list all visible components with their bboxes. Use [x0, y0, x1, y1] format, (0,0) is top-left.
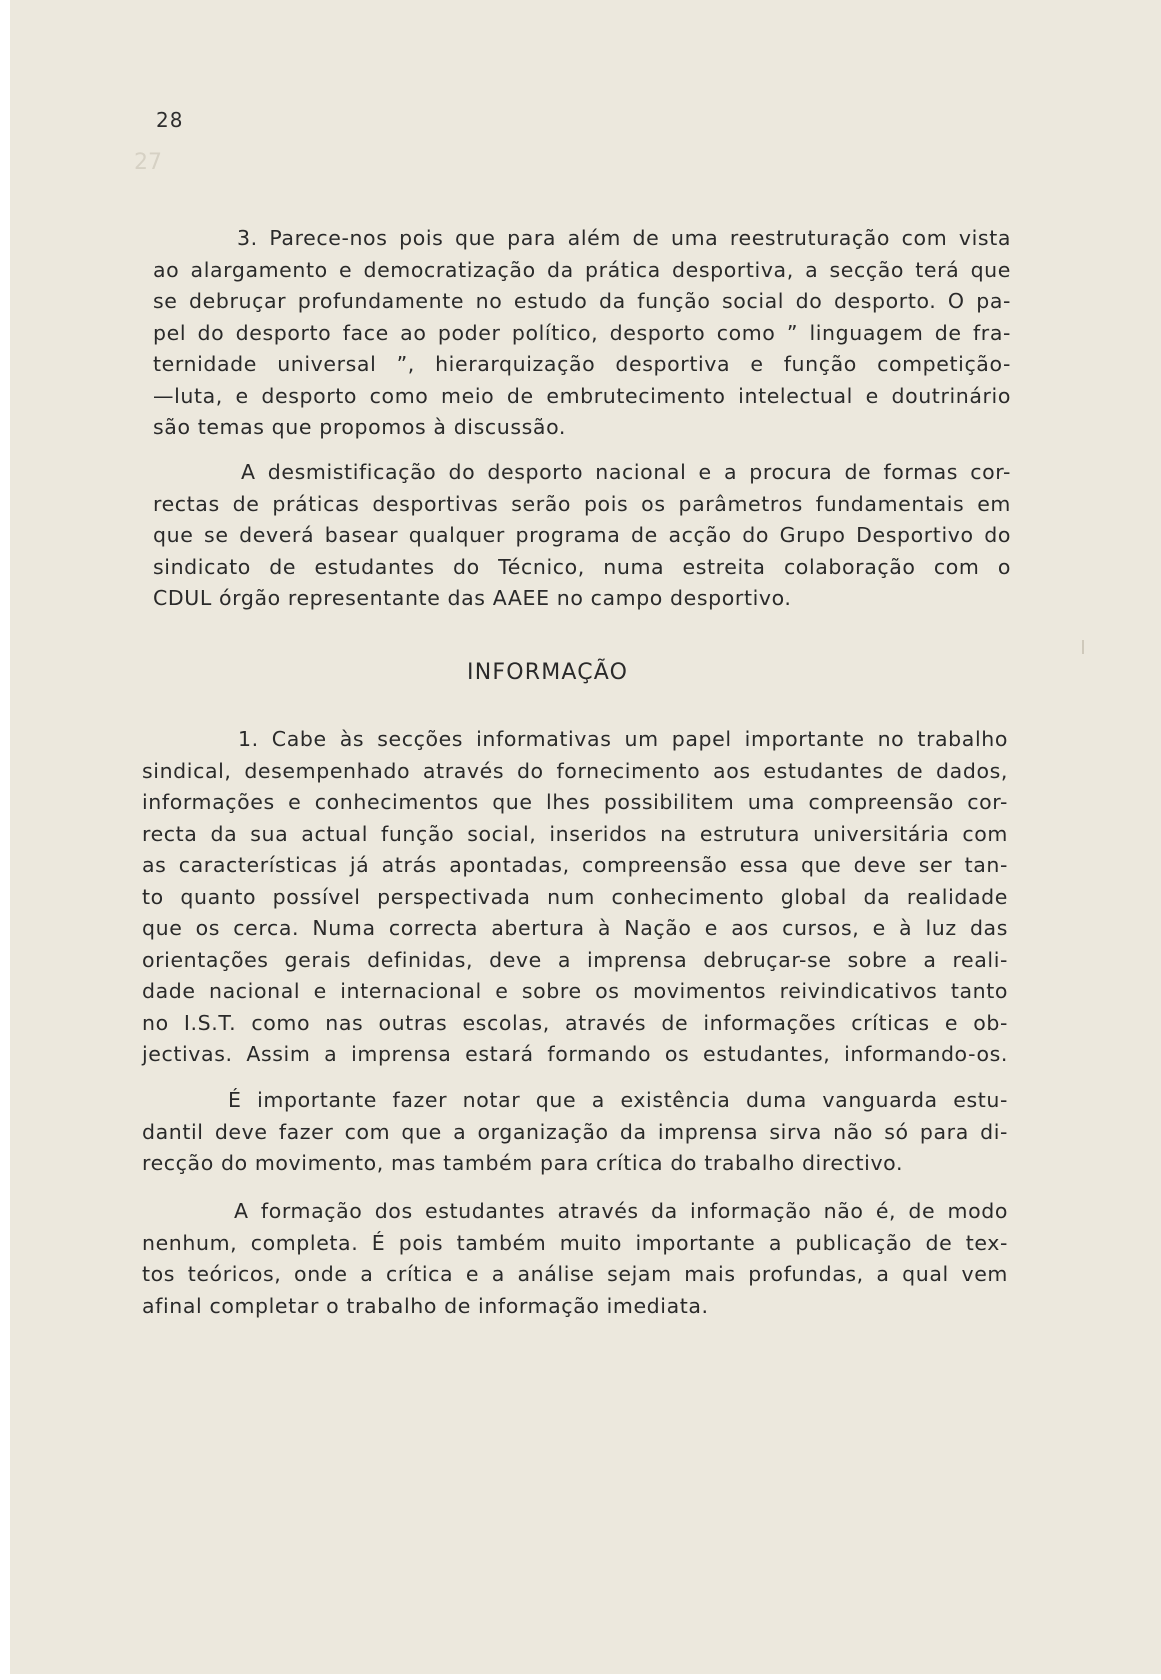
text-line: recta da sua actual função social, inseridos na estrutura universitária com: [142, 821, 1008, 846]
text-line: 3. Parece-nos pois que para além de uma reestruturação com vista: [237, 226, 1011, 250]
text-line: to quanto possível perspectivada num conhecimento global da realidade: [142, 884, 1008, 909]
text-line: informações e conhecimentos que lhes possibilitem uma compreensão cor-: [142, 790, 1008, 814]
text-line: 1. Cabe às secções informativas um papel importante no trabalho: [238, 727, 1008, 751]
desmistification-paragraph: [153, 457, 1011, 615]
information-paragraph-3: [142, 1196, 1008, 1322]
text-line: A formação dos estudantes através da informação não é, de modo: [234, 1199, 1008, 1223]
text-line: são temas que propomos à discussão.: [153, 415, 566, 439]
text-line: pel do desporto face ao poder político, desporto como ” linguagem de fra-: [153, 320, 1011, 345]
text-line: sindical, desempenhado através do fornecimento aos estudantes de dados,: [142, 758, 1008, 783]
text-line: as características já atrás apontadas, compreensão essa que deve ser tan-: [142, 853, 1008, 877]
page-number: 28: [156, 108, 184, 132]
text-line: nenhum, completa. É pois também muito importante a publicação de tex-: [142, 1230, 1008, 1255]
text-line: no I.S.T. como nas outras escolas, através de informações críticas e ob-: [142, 1010, 1008, 1035]
section-heading: INFORMAÇÃO: [467, 660, 629, 685]
text-line: ao alargamento e democratização da prática desportiva, a secção terá que: [153, 257, 1011, 282]
show-through-page-number: 27: [134, 150, 162, 175]
text-line: sindicato de estudantes do Técnico, numa estreita colaboração com o: [153, 554, 1011, 579]
text-line: orientações gerais definidas, deve a imprensa debruçar-se sobre a reali-: [142, 947, 1008, 972]
text-line: É importante fazer notar que a existência duma vanguarda estu-: [228, 1088, 1008, 1112]
paper-mark: [1082, 640, 1084, 654]
text-line: dade nacional e internacional e sobre os movimentos reivindicativos tanto: [142, 979, 1008, 1003]
text-line: ternidade universal ”, hierarquização desportiva e função competição-: [153, 352, 1011, 376]
information-paragraph-2: [142, 1085, 1008, 1180]
text-line: tos teóricos, onde a crítica e a análise sejam mais profundas, a qual vem: [142, 1262, 1008, 1286]
text-line: recção do movimento, mas também para crítica do trabalho directivo.: [142, 1151, 904, 1175]
text-line: A desmistificação do desporto nacional e a procura de formas cor-: [241, 460, 1011, 484]
text-line: jectivas. Assim a imprensa estará formando os estudantes, informando-os.: [142, 1042, 1008, 1066]
text-line: afinal completar o trabalho de informação imediata.: [142, 1293, 709, 1318]
text-line: que se deverá basear qualquer programa de acção do Grupo Desportivo do: [153, 523, 1011, 547]
text-line: rectas de práticas desportivas serão pois os parâmetros fundamentais em: [153, 491, 1011, 516]
section-3-paragraph: [153, 223, 1011, 444]
text-line: dantil deve fazer com que a organização da imprensa sirva não só para di-: [142, 1119, 1008, 1144]
text-line: se debruçar profundamente no estudo da função social do desporto. O pa-: [153, 289, 1011, 313]
information-paragraph-1: [142, 724, 1008, 1071]
text-line: —luta, e desporto como meio de embrutecimento intelectual e doutrinário: [153, 383, 1011, 408]
text-line: CDUL órgão representante das AAEE no campo desportivo.: [153, 586, 792, 610]
text-line: que os cerca. Numa correcta abertura à Nação e aos cursos, e à luz das: [142, 916, 1008, 940]
